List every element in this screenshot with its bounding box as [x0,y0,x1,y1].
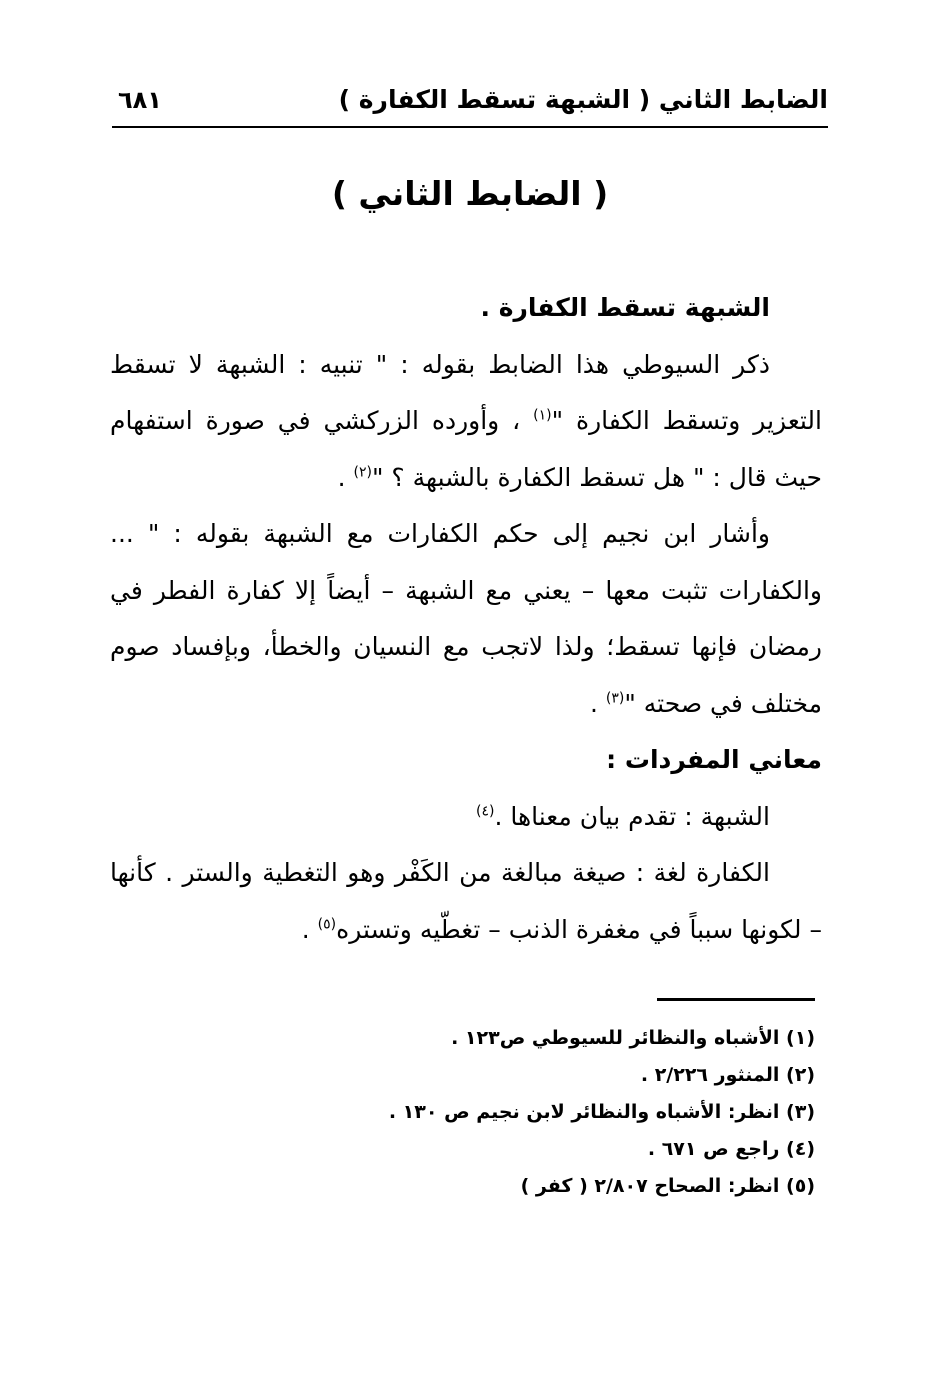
paragraph-zarkashi-text: ، وأورده الزركشي في صورة استفهام حيث قال : " هل تسقط الكفارة بالشبهة ؟ " [110,406,822,492]
header-rule [112,126,828,128]
footnote-ref-1: (١) [533,407,552,424]
footnote-ref-2: (٢) [353,464,372,481]
footnote-4: (٤) راجع ص ٦٧١ . [647,1138,815,1160]
footnote-2: (٢) المنثور ٢/٢٢٦ . [640,1064,815,1086]
footnote-ref-4: (٤) [475,803,495,820]
vocabulary-shubha-text: الشبهة : تقدم بيان معناها . [494,801,770,831]
paragraph-suyuti-end: . [337,462,354,492]
paragraph-ibn-nujaym-end: . [589,688,606,718]
section-heading: ( الضابط الثاني ) [331,174,609,213]
footnotes [112,1020,815,1205]
footnote-separator [657,998,815,1001]
running-title: الضابط الثاني ( الشبهة تسقط الكفارة ) [338,85,828,114]
footnote-ref-3: (٣) [605,690,625,707]
page-number: ٦٨١ [118,86,162,114]
paragraph-suyuti-text: ذكر السيوطي هذا الضابط بقوله : " تنبيه : الشبهة لا تسقط التعزير وتسقط الكفارة " [110,349,822,435]
paragraph-ibn-nujaym-text: وأشار ابن نجيم إلى حكم الكفارات مع الشبهة بقوله : " ... والكفارات تثبت معها – يعني مع الشبهة – أيضاً إلا كفارة الفطر في رمضان فإنها تسقط؛ ولذا لاتجب مع النسيان والخطأ، وبإفساد صوم مختلف في صحته " [110,519,822,718]
footnote-1: (١) الأشباه والنظائر للسيوطي ص١٢٣ . [451,1027,815,1049]
paragraph-suyuti [110,337,822,507]
footnote-3: (٣) انظر: الأشباه والنظائر لابن نجيم ص ١٣٠ . [388,1101,815,1123]
running-header [112,78,828,122]
vocabulary-heading: معاني المفردات : [606,745,822,774]
paragraph-ibn-nujaym [110,506,822,732]
footnote-ref-5: (٥) [317,916,337,933]
rule-statement: الشبهة تسقط الكفارة . [480,293,770,322]
footnote-5: (٥) انظر: الصحاح ٢/٨٠٧ ( كفر ) [520,1175,815,1197]
vocabulary-shubha [110,789,822,846]
vocabulary-kaffara-end: . [301,914,318,944]
vocabulary-kaffara [110,845,822,958]
body-text [110,280,822,958]
vocabulary-kaffara-text: الكفارة لغة : صيغة مبالغة من الكَفْر وهو التغطية والستر . كأنها – لكونها سبباً في مغفرة الذنب – تغطّيه وتستره [110,858,822,944]
